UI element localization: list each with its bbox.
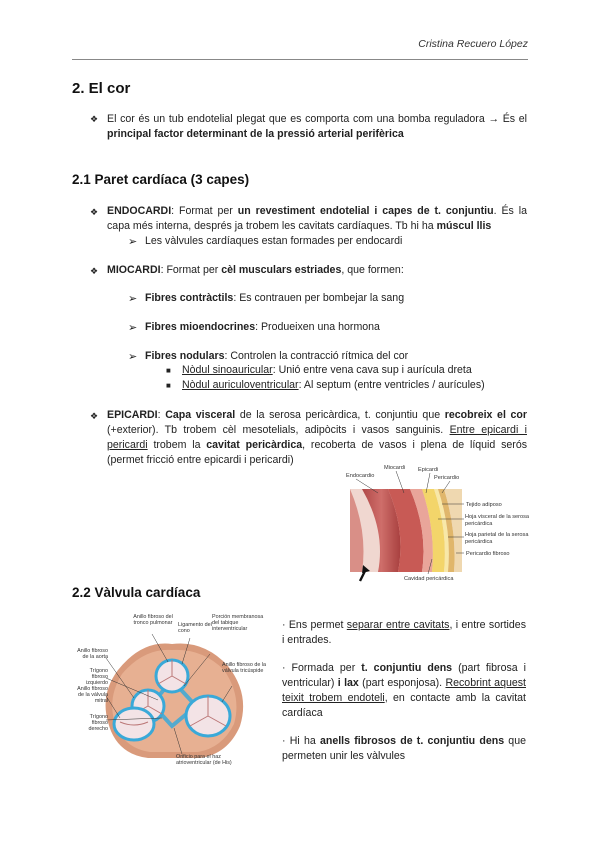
miocardi-paragraph: MIOCARDI: Format per cèl musculars estriades, que formen: [107,264,404,276]
valve-paragraph-3: · Hi ha anells fibrosos de t. conjuntiu dens que permeten unir les vàlvules [282,735,526,762]
label-porcion-membranosa: Porción membranosa del tabique interventricular [212,614,264,632]
nodul-sinoauricular: Nòdul sinoauricular: Unió entre vena cava sup i aurícula dreta [182,364,472,376]
section-2-2-title: 2.2 Vàlvula cardíaca [72,585,201,600]
heart-valve-figure [72,614,272,774]
diamond-bullet-icon: ❖ [90,114,99,124]
fibres-nodulars: Fibres nodulars: Controlen la contracció rítmica del cor [145,350,409,362]
label-anillo-aorta: Anillo fibroso de la aorta [77,648,108,660]
intro-paragraph: El cor és un tub endotelial plegat que es comporta com una bomba reguladora → És el principal factor determinant de la pressió arterial perifèrica [107,113,527,140]
label-pericardio-fibroso: Pericardio fibroso [466,551,510,557]
diamond-bullet-icon: ❖ [90,411,99,421]
label-tejido-adiposo: Tejido adiposo [466,502,502,508]
arrow-bullet-icon: ➢ [128,293,138,305]
fibres-mioendocrines: Fibres mioendocrines: Produeixen una hormona [145,321,380,333]
label-orificio-his: Orificio para el haz atrioventricular (de His) [176,754,232,766]
label-hoja-visceral: Hoja visceral de la serosa pericárdica [465,514,530,527]
diamond-bullet-icon: ❖ [90,207,99,217]
section-title: 2. El cor [72,80,131,97]
heart-wall-figure [338,461,550,583]
valve-paragraph-1: · Ens permet separar entre cavitats, i entre sortides i entrades. [282,619,526,646]
nodul-auriculoventricular: Nòdul auriculoventricular: Al septum (entre ventricles / aurícules) [182,379,485,391]
endocardi-paragraph: ENDOCARDI: Format per un revestiment endotelial i capes de t. conjuntiu. És la capa més interna, després ja trobem les cavitats cardíaques. Tb hi ha múscul llis [107,205,527,232]
square-bullet-icon: ■ [166,366,171,375]
endocardi-subpoint: Les vàlvules cardíaques estan formades per endocardi [145,235,403,247]
label-trigono-izquierdo: Trígono fibroso izquierdo [86,668,108,686]
label-miocardi: Miocardi [384,465,406,471]
label-anillo-mitral: Anillo fibroso de la válvula mitral [77,686,108,704]
label-trigono-derecho: Trígono fibroso derecho [88,714,108,732]
label-endocardio: Endocardio [346,473,375,479]
label-pericardio: Pericardio [434,475,460,481]
arrow-bullet-icon: ➢ [128,236,138,248]
epicardi-paragraph: EPICARDI: Capa visceral de la serosa pericàrdica, t. conjuntiu que recobreix el cor (+exterior). Tb trobem cèl mesotelials, adipòcits i vasos sanguinis. Entre epicardi i pericardi trobem la cavitat pericàrdica, recoberta de vasos i plena de líquid serós (permet fricció entre epicardi i pericardi) [107,409,528,466]
square-bullet-icon: ■ [166,381,171,390]
diamond-bullet-icon: ❖ [90,266,99,276]
label-cavidad-pericardica: Cavidad pericárdica [404,576,454,582]
fibres-contractils: Fibres contràctils: Es contrauen per bombejar la sang [145,292,405,304]
label-hoja-parietal: Hoja parietal de la serosa pericárdica [465,532,529,545]
arrow-bullet-icon: ➢ [128,351,138,363]
label-ligamento-cono: Ligamento del cono [178,622,212,634]
label-epicardi: Epicardi [418,467,439,473]
author-name: Cristina Recuero López [418,38,528,50]
section-2-1-title: 2.1 Paret cardíaca (3 capes) [72,172,250,187]
valve-paragraph-2: · Formada per t. conjuntiu dens (part fibrosa i ventricular) i lax (part esponjosa). Recobrint aquest teixit trobem endoteli, en contacte amb la cavitat cardíaca [282,662,526,719]
header-divider [72,59,528,60]
arrow-bullet-icon: ➢ [128,322,138,334]
label-anillo-pulmonar: Anillo fibroso del tronco pulmonar [133,614,173,626]
label-anillo-tricuspide: Anillo fibroso de la válvula tricúspide [222,662,267,674]
